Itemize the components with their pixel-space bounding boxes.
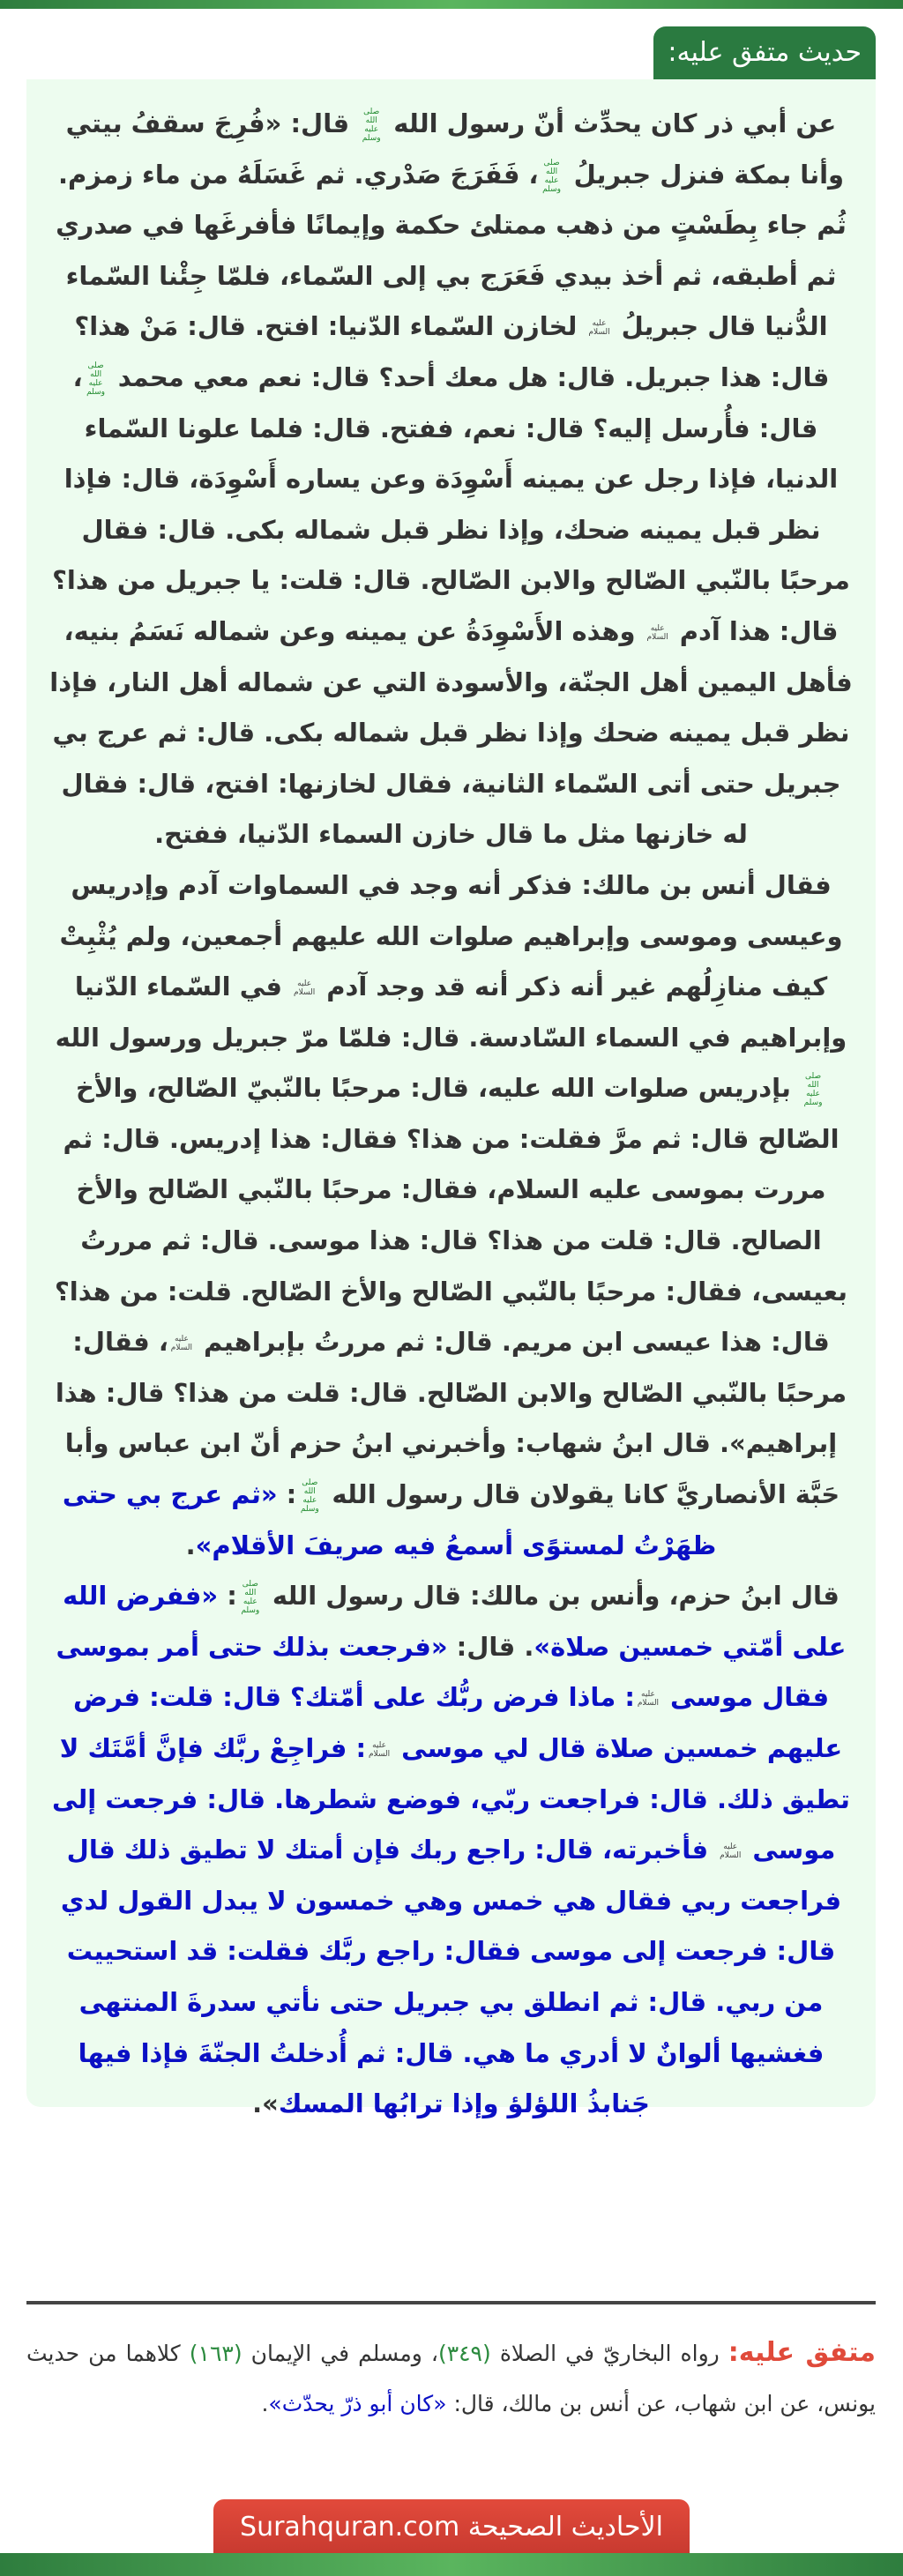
prophet-quote-text: فأخبرته، قال: راجع ربك فإن أمتك لا تطيق ذلك قال فراجعت ربي فقال هي خمس وهي خمسون لا يبدل القول لدي قال: فرجعت إلى موسى فقال: راجع ربَّك فقلت: قد استحييت من ربي. قال: ثم انطلق بي جبريل حتى نأتي سدرةَ المنتهى فغشيها ألوانٌ لا أدري ما هي. قال: ثم أُدخلتُ الجنّةَ فإذا فيها جَنابذُ اللؤلؤ وإذا ترابُها المسك [60, 1835, 842, 2119]
source-text-1: رواه البخاريّ في الصلاة [490, 2341, 728, 2366]
brand-label: الأحاديث الصحيحة Surahquran.com [240, 2512, 663, 2542]
alayhi-salam-honorific-icon: عليه السلام [368, 1741, 391, 1759]
source-end: . [261, 2391, 269, 2416]
muslim-ref[interactable]: (١٦٣) [189, 2341, 243, 2366]
surahquran-brand-button[interactable] [213, 2499, 690, 2554]
pbuh-honorific-icon: صلى الله عليه وسلم [241, 1580, 260, 1616]
pbuh-honorific-icon: صلى الله عليه وسلم [803, 1072, 823, 1108]
alayhi-salam-honorific-icon: عليه السلام [646, 623, 668, 642]
hadith-text: . قال: [447, 1631, 534, 1662]
pbuh-honorific-icon: صلى الله عليه وسلم [86, 361, 106, 397]
prophet-quote-text: «فرجعت بذلك حتى أمر بموسى فقال موسى [56, 1631, 830, 1713]
hadith-text: قال: «فُرِجَ سقفُ بيتي وأنا بمكة فنزل جبريلُ [65, 108, 845, 190]
hadith-text: عن أبي ذر كان يحدِّث أنّ رسول الله [384, 108, 837, 138]
source-citation [26, 2327, 876, 2429]
source-text-2: ، ومسلم في الإيمان [242, 2341, 438, 2366]
hadith-title: حديث متفق عليه: [668, 37, 862, 68]
alayhi-salam-honorific-icon: عليه السلام [170, 1335, 193, 1353]
pbuh-honorific-icon: صلى الله عليه وسلم [362, 108, 381, 143]
hadith-text: فقال أنس بن مالك: فذكر أنه وجد في السماوات آدم وإدريس وعيسى وموسى وإبراهيم صلوات الله عليهم أجمعين، ولم يُثْبِتْ كيف منازِلُهم غير أنه ذكر أنه قد وجد آدم [59, 869, 843, 1002]
source-quote: «كان أبو ذرّ يحدّث» [268, 2391, 447, 2416]
alayhi-salam-honorific-icon: عليه السلام [720, 1843, 742, 1861]
hadith-text: في السّماء الدّنيا وإبراهيم في السماء السّادسة. قال: فلمّا مرّ جبريل ورسول الله [55, 972, 847, 1053]
prophet-quote-text: : فراجِعْ ربَّك فإنَّ أمَّتَك لا تطيق ذلك. قال: فراجعت ربّي، فوضع شطرها. قال: فرجعت إلى موسى [52, 1733, 850, 1865]
divider [26, 2301, 876, 2304]
hadith-text: وهذه الأَسْوِدَةُ عن يمينه وعن شماله نَسَمُ بنيه، فأهل اليمين أهل الجنّة، والأسودة التي عن شماله أهل النار، فإذا نظر قبل يمينه ضحك وإذا نظر قبل شماله بكى. قال: ثم عرج بي جبريل حتى أتى السّماء الثانية، فقال لخازنها: افتح، قال: فقال له خازنها مثل ما قال خازن السماء الدّنيا، ففتح. [49, 615, 853, 850]
hadith-text: ، فقال: مرحبًا بالنّبي الصّالح والابن الصّالح. قال: قلت من هذا؟ قال: هذا إبراهيم». قال ابنُ شهاب: وأخبرني ابنُ حزم أنّ ابن عباس وأبا حَبَّة الأنصاريَّ كانا يقولان قال رسول الله [55, 1327, 847, 1510]
hadith-text: قال ابنُ حزم، وأنس بن مالك: قال رسول الله [263, 1581, 840, 1612]
top-bar [0, 0, 903, 9]
source-text-3: كلاهما من حديث يونس، عن ابن شهاب، عن أنس بن مالك، قال: [26, 2341, 876, 2416]
pbuh-honorific-icon: صلى الله عليه وسلم [300, 1478, 319, 1515]
prophet-quote-text: «ثم عرج بي حتى ظهَرْتُ لمستوًى أسمعُ فيه صريفَ الأقلام» [62, 1479, 717, 1560]
hadith-text: . [185, 1530, 196, 1560]
hadith-text-box [26, 79, 876, 2119]
alayhi-salam-honorific-icon: عليه السلام [637, 1690, 660, 1709]
hadith-text: بإدريس صلوات الله عليه، قال: مرحبًا بالنّبيّ الصّالح، والأخ الصّالح قال: ثم مرَّ فقلت: من هذا؟ فقال: هذا إدريس. قال: ثم مررت بموسى عليه السلام، فقال: مرحبًا بالنّبي الصّالح والأخ الصالح. قال: قلت من هذا؟ قال: هذا موسى. قال: ثم مررتُ بعيسى، فقال: مرحبًا بالنّبي الصّالح والأخ الصّالح. قلت: من هذا؟ قال: هذا عيسى ابن مريم. قال: ثم مررتُ بإبراهيم [54, 1073, 848, 1358]
hadith-paragraph [48, 1571, 854, 2130]
hadith-text: : [277, 1479, 297, 1510]
hadith-text: ، فَفَرَجَ صَدْري. ثم غَسَلَهُ من ماء زمزم. ثُم جاء بِطَسْتٍ من ذهب ممتلئ حكمة وإيمانًا فأفرغَها في صدري ثم أطبقه، ثم أخذ بيدي فَعَرَج بي إلى السّماء، فلمّا جِئْنا السّماء الدُّنيا قال جبريلُ [56, 159, 847, 342]
hadith-paragraph [48, 99, 854, 860]
prophet-quote-text: : ماذا فرض ربُّك على أمّتك؟ قال: قلت: فرض عليهم خمسين صلاة قال لي موسى [72, 1682, 843, 1763]
prophet-quote-text: «ففرض الله على أمّتي خمسين صلاة» [63, 1581, 847, 1662]
hadith-text: ، قال: فأُرسل إليه؟ قال: نعم، ففتح. قال: فلما علونا السّماء الدنيا، فإذا رجل عن يمينه أَسْوِدَة وعن يساره أَسْوِدَة، قال: فإذا نظر قبل يمينه ضحك، وإذا نظر قبل شماله بكى. قال: فقال مرحبًا بالنّبي الصّالح والابن الصّالح. قال: قلت: يا جبريل من هذا؟ قال: هذا آدم [52, 361, 850, 646]
hadith-text: ». [252, 2088, 279, 2119]
hadith-paragraph [48, 860, 854, 1571]
hadith-text: لخازن السّماء الدّنيا: افتح. قال: مَنْ هذا؟ قال: هذا جبريل. قال: هل معك أحد؟ قال: نعم معي محمد [74, 311, 830, 392]
bukhari-ref[interactable]: (٣٤٩) [437, 2341, 491, 2366]
source-label: متفق عليه: [728, 2337, 876, 2368]
alayhi-salam-honorific-icon: عليه السلام [588, 319, 610, 338]
hadith-text: : [218, 1581, 237, 1612]
hadith-title-tab [653, 26, 876, 79]
pbuh-honorific-icon: صلى الله عليه وسلم [542, 158, 561, 194]
bottom-bar [0, 2553, 903, 2576]
alayhi-salam-honorific-icon: عليه السلام [294, 979, 316, 998]
